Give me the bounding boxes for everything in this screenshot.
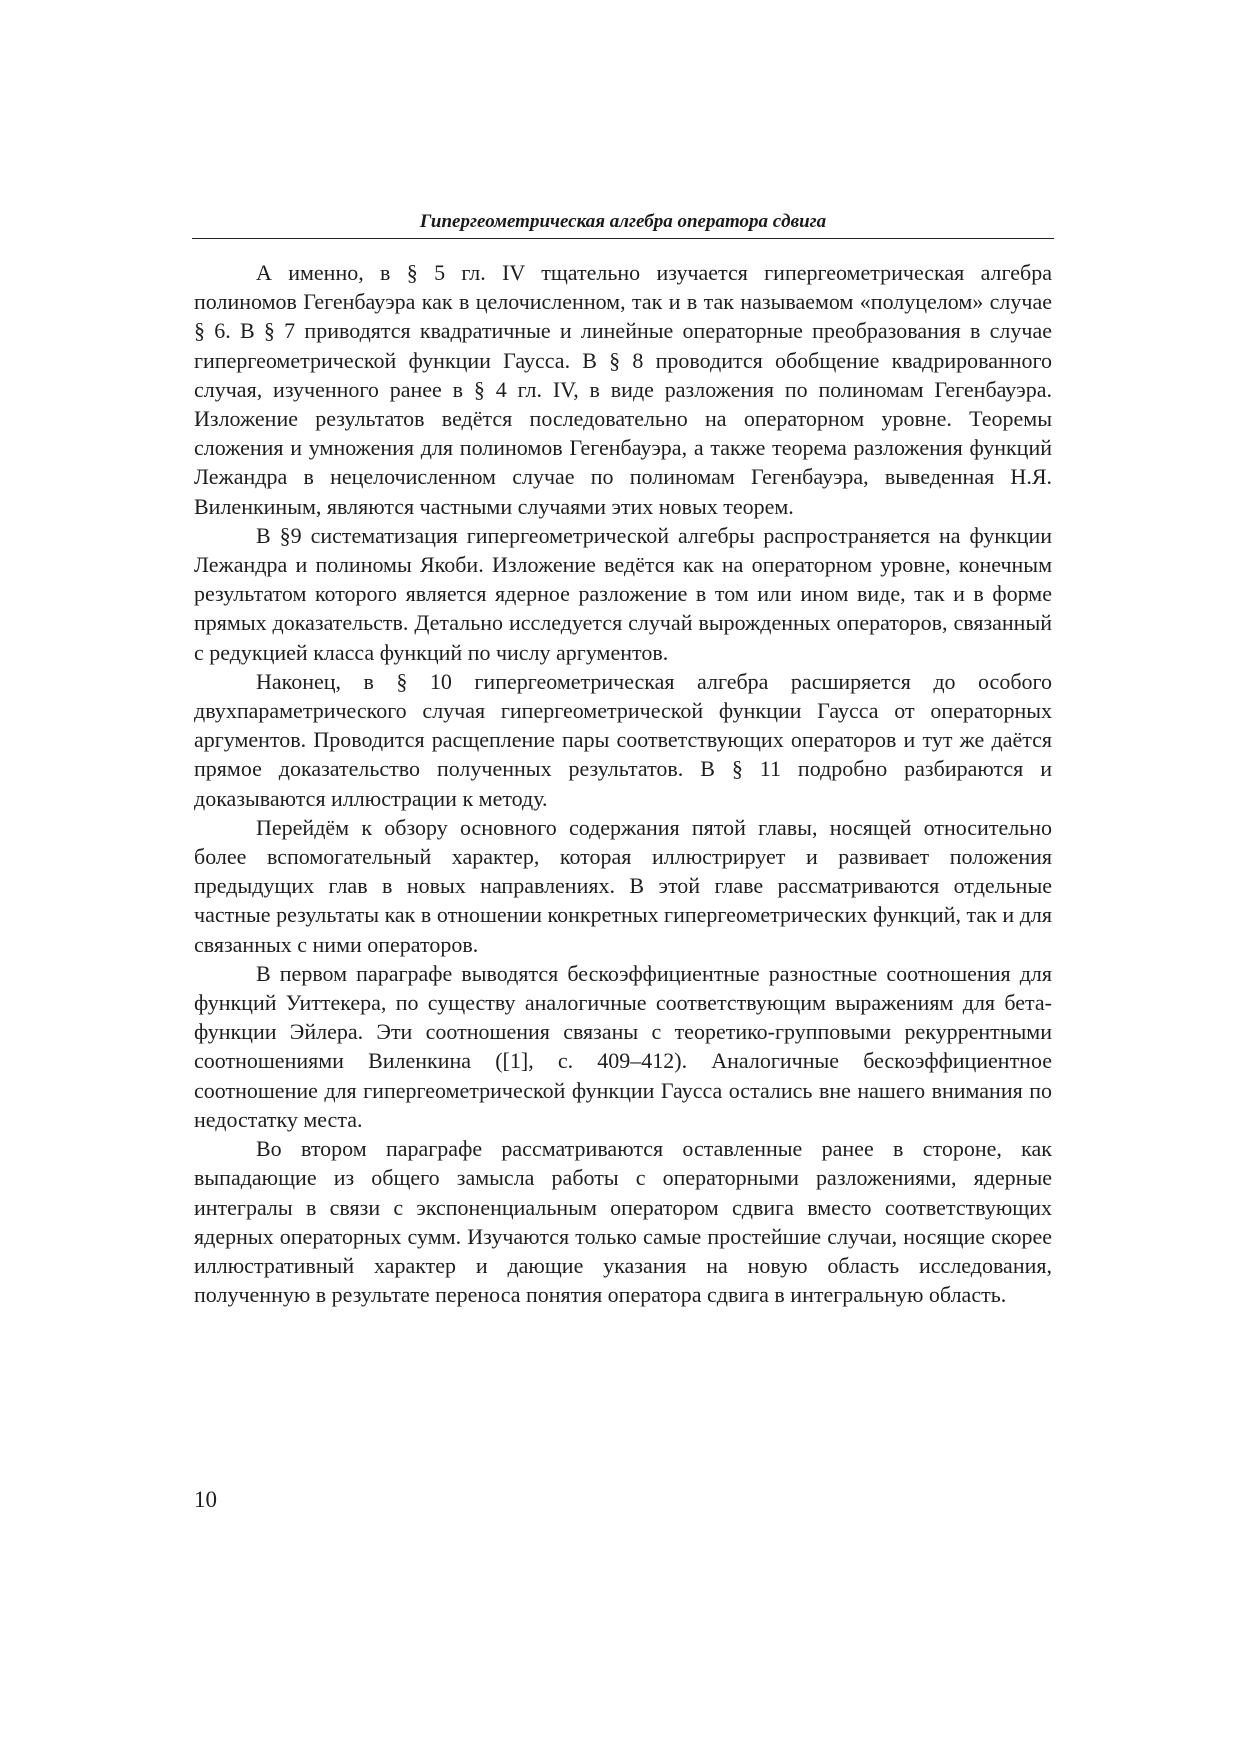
paragraph: Наконец, в § 10 гипергеометрическая алгебра расширяется до особого двухпараметрического случая гипергеометрической функции Гаусса от операторных аргументов. Проводится расщепление пары соответствующих операторов и тут же даётся прямое доказательство полученных результатов. В § 11 подробно разбираются и доказываются иллюстрации к методу. bbox=[194, 668, 1052, 811]
header-rule bbox=[192, 238, 1054, 239]
body-text bbox=[194, 258, 1052, 1309]
paragraph: В §9 систематизация гипергеометрической алгебры распространяется на функции Лежандра и полиномы Якоби. Изложение ведётся как на операторном уровне, конечным результатом которого является ядерное разложение в том или ином виде, так и в форме прямых доказательств. Детально исследуется случай вырожденных операторов, связанный с редукцией класса функций по числу аргументов. bbox=[194, 522, 1052, 665]
paragraph: В первом параграфе выводятся бескоэффициентные разностные соотношения для функций Уиттекера, по существу аналогичные соответствующим выражениям для бета-функции Эйлера. Эти соотношения связаны с теоретико-групповыми рекуррентными соотношениями Виленкина ([1], с. 409–412). Аналогичные бескоэффициентное соотношение для гипергеометрической функции Гаусса остались вне нашего внимания по недостатку места. bbox=[194, 960, 1052, 1132]
paragraph: Во втором параграфе рассматриваются оставленные ранее в стороне, как выпадающие из общего замысла работы с операторными разложениями, ядерные интегралы в связи с экспоненциальным оператором сдвига вместо соответствующих ядерных операторных сумм. Изучаются только самые простейшие случаи, носящие скорее иллюстративный характер и дающие указания на новую область исследования, полученную в результате переноса понятия оператора сдвига в интегральную область. bbox=[194, 1136, 1052, 1308]
paragraph: Перейдём к обзору основного содержания пятой главы, носящей относительно более вспомогательный характер, которая иллюстрирует и развивает положения предыдущих глав в новых направлениях. В этой главе рассматриваются отдельные частные результаты как в отношении конкретных гипергеометрических функций, так и для связанных с ними операторов. bbox=[194, 814, 1052, 957]
running-head-title: Гипергеометрическая алгебра оператора сдвига bbox=[419, 211, 827, 232]
page-number: 10 bbox=[194, 1487, 217, 1512]
paragraph: А именно, в § 5 гл. IV тщательно изучается гипергеометрическая алгебра полиномов Гегенбауэра как в целочисленном, так и в так называемом «полуцелом» случае § 6. В § 7 приводятся квадратичные и линейные операторные преобразования в случае гипергеометрической функции Гаусса. В § 8 проводится обобщение квадрированного случая, изученного ранее в § 4 гл. IV, в виде разложения по полиномам Гегенбауэра. Изложение результатов ведётся последовательно на операторном уровне. Теоремы сложения и умножения для полиномов Гегенбауэра, а также теорема разложения функций Лежандра в нецелочисленном случае по полиномам Гегенбауэра, выведенная Н.Я. Виленкиным, являются частными случаями этих новых теорем. bbox=[194, 260, 1052, 519]
